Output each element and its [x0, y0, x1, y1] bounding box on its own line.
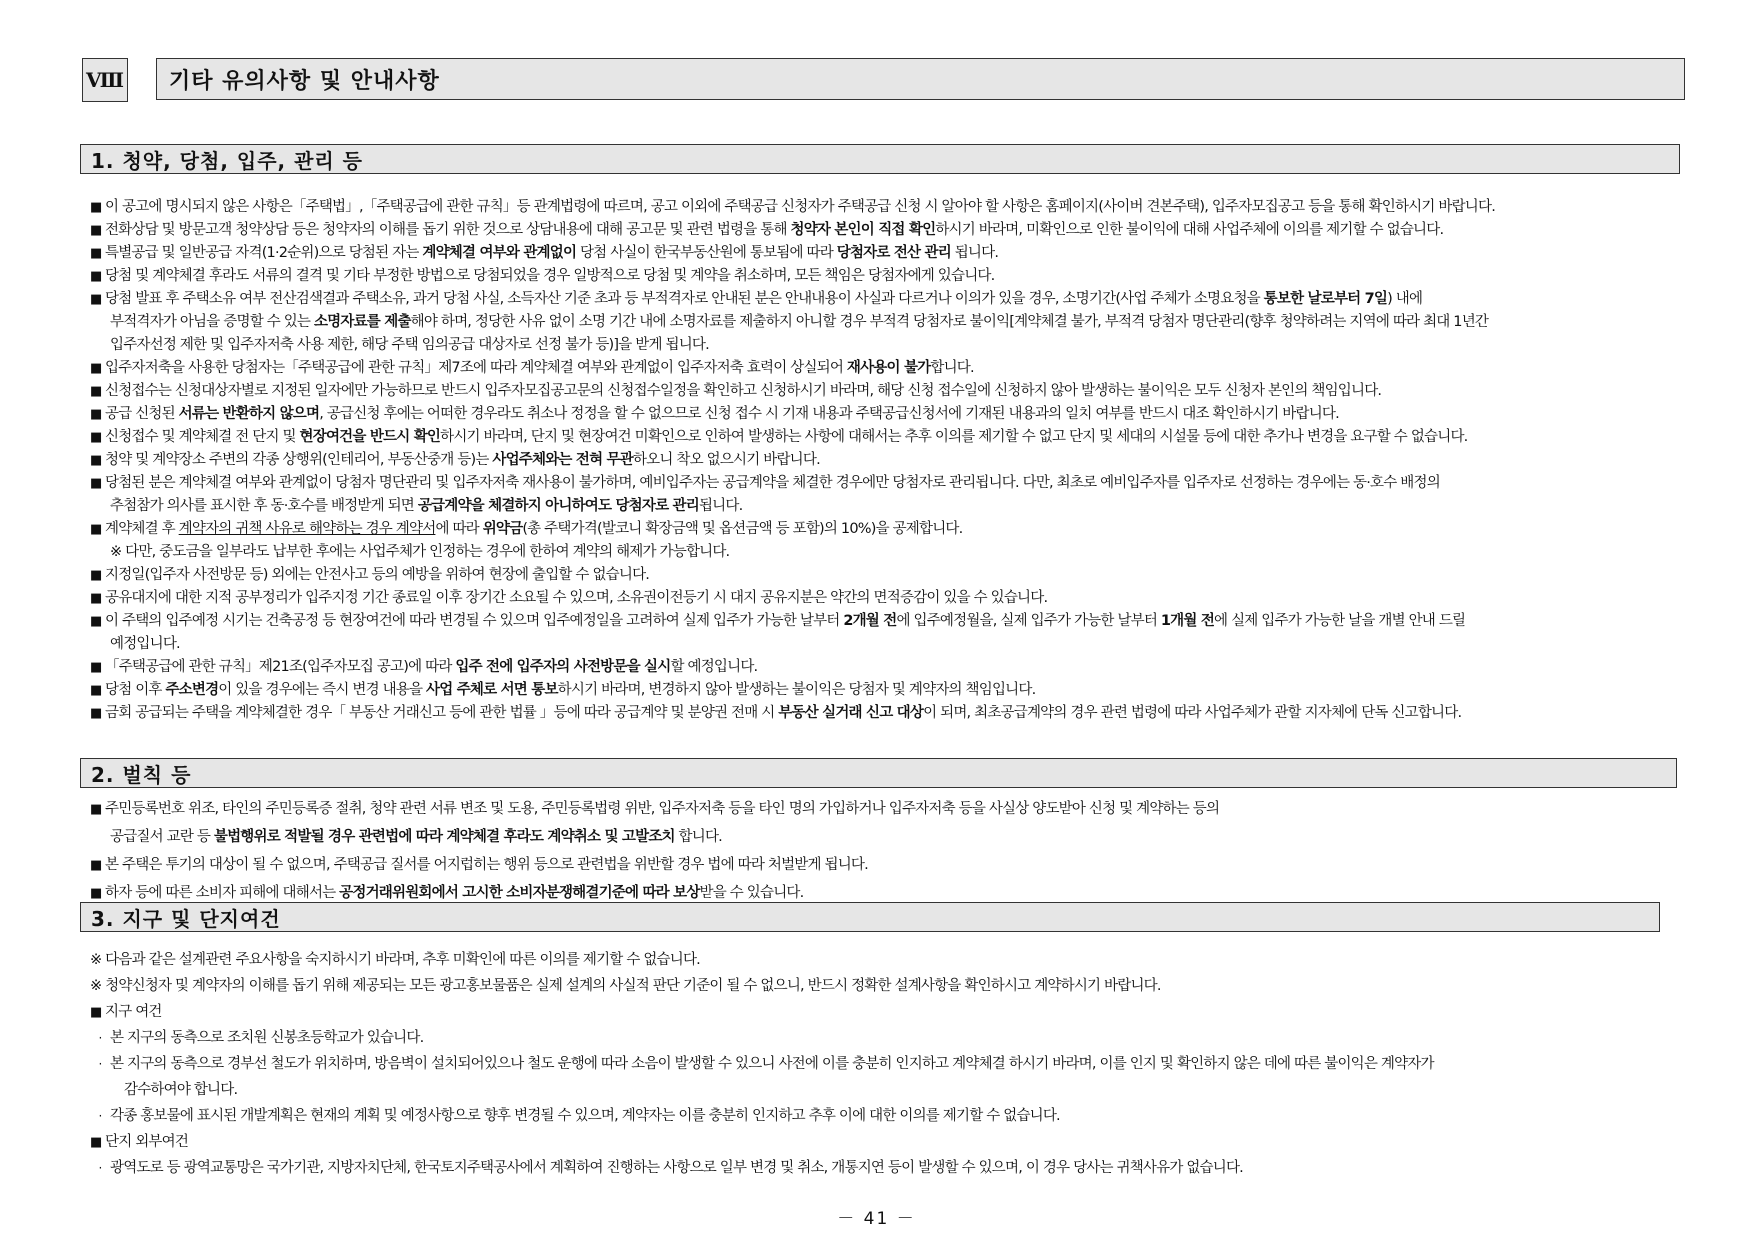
list-item-continued: 추첨참가 의사를 표시한 후 동·호수를 배정받게 되면 공급계약을 체결하지 아니하여도 당첨자로 관리됩니다.: [110, 498, 743, 514]
list-item: ■ 「주택공급에 관한 규칙」제21조(입주자모집 공고)에 따라 입주 전에 입주자의 사전방문을 실시할 예정입니다.: [90, 656, 1680, 679]
list-item: ■ 특별공급 및 일반공급 자격(1·2순위)으로 당첨된 자는 계약체결 여부와 관계없이 당첨 사실이 한국부동산원에 통보됨에 따라 당첨자로 전산 관리 됩니다.: [90, 242, 1680, 265]
square-bullet-icon: ■: [90, 568, 102, 583]
list-item: · 본 지구의 동측으로 조치원 신봉초등학교가 있습니다.: [90, 1025, 1680, 1051]
list-item: ■ 신청접수는 신청대상자별로 지정된 일자에만 가능하므로 반드시 입주자모집공고문의 신청접수일정을 확인하고 신청하시기 바라며, 해당 신청 접수일에 신청하지 않아 발생하는 불이익은 모두 신청자 본인의 책임입니다.: [90, 380, 1680, 403]
page-number: － 41 －: [837, 1209, 916, 1229]
list-item-continued: 부적격자가 아님을 증명할 수 있는 소명자료를 제출해야 하며, 정당한 사유 없이 소명 기간 내에 소명자료를 제출하지 아니할 경우 부적격 당첨자로 불이익[계약체결 불가, 부적격 당첨자 명단관리(향후 청약하려는 지역에 따라 최대 1년간: [110, 314, 1489, 330]
square-bullet-icon: ■: [90, 453, 102, 468]
note-line: ※ 다만, 중도금을 일부라도 납부한 후에는 사업주체가 인정하는 경우에 한하여 계약의 해제가 가능합니다.: [110, 544, 730, 560]
list-item: ■ 지정일(입주자 사전방문 등) 외에는 안전사고 등의 예방을 위하여 현장에 출입할 수 없습니다.: [90, 564, 1680, 587]
dot-bullet-icon: ·: [98, 1161, 102, 1175]
list-item: · 본 지구의 동측으로 경부선 철도가 위치하며, 방음벽이 설치되어있으나 철도 운행에 따라 소음이 발생할 수 있으니 사전에 이를 충분히 인지하고 계약체결 하시기 바라며, 이를 인지 및 확인하지 않은 데에 따른 불이익은 계약자가: [90, 1051, 1680, 1077]
dot-bullet-icon: ·: [98, 1057, 102, 1071]
square-bullet-icon: ■: [90, 1005, 102, 1020]
list-item: ■ 당첨 및 계약체결 후라도 서류의 결격 및 기타 부정한 방법으로 당첨되었을 경우 일방적으로 당첨 및 계약을 취소하며, 모든 책임은 당첨자에게 있습니다.: [90, 265, 1680, 288]
square-bullet-icon: ■: [90, 384, 102, 399]
list-item: ■ 금회 공급되는 주택을 계약체결한 경우「 부동산 거래신고 등에 관한 법률 」등에 따라 공급계약 및 분양권 전매 시 부동산 실거래 신고 대상이 되며, 최초공급계약의 경우 관련 법령에 따라 사업주체가 관할 지자체에 단독 신고합니다.: [90, 702, 1680, 725]
list-item: · 각종 홍보물에 표시된 개발계획은 현재의 계획 및 예정사항으로 향후 변경될 수 있으며, 계약자는 이를 충분히 인지하고 추후 이에 대한 이의를 제기할 수 없습니다.: [90, 1103, 1680, 1129]
square-bullet-icon: ■: [90, 886, 102, 901]
square-bullet-icon: ■: [90, 430, 102, 445]
square-bullet-icon: ■: [90, 361, 102, 376]
list-item: ■ 신청접수 및 계약체결 전 단지 및 현장여건을 반드시 확인하시기 바라며, 단지 및 현장여건 미확인으로 인하여 발생하는 사항에 대해서는 추후 이의를 제기할 수 없고 단지 및 세대의 시설물 등에 대한 추가나 변경을 요구할 수 없습니다.: [90, 426, 1680, 449]
square-bullet-icon: ■: [90, 200, 102, 215]
list-item: ■ 하자 등에 따른 소비자 피해에 대해서는 공정거래위원회에서 고시한 소비자분쟁해결기준에 따라 보상받을 수 있습니다.: [90, 881, 1680, 909]
list-item: ■ 당첨 발표 후 주택소유 여부 전산검색결과 주택소유, 과거 당첨 사실, 소득자산 기준 초과 등 부적격자로 안내된 분은 안내내용이 사실과 다르거나 이의가 있을 경우, 소명기간(사업 주체가 소명요청을 통보한 날로부터 7일) 내에: [90, 288, 1680, 311]
subheading: ■ 단지 외부여건: [90, 1129, 1680, 1155]
section-2-heading: 2. 벌칙 등: [80, 758, 1677, 788]
note-line: ※ 다음과 같은 설계관련 주요사항을 숙지하시기 바라며, 추후 미확인에 따른 이의를 제기할 수 없습니다.: [90, 952, 700, 968]
list-item: ■ 주민등록번호 위조, 타인의 주민등록증 절취, 청약 관련 서류 변조 및 도용, 주민등록법령 위반, 입주자저축 등을 타인 명의 가입하거나 입주자저축 등을 사실상 양도받아 신청 및 계약하는 등의: [90, 797, 1680, 825]
square-bullet-icon: ■: [90, 802, 102, 817]
section-1-body: [90, 196, 1680, 725]
section-2-body: [90, 797, 1680, 909]
list-item: ■ 이 공고에 명시되지 않은 사항은「주택법」,「주택공급에 관한 규칙」등 관계법령에 따르며, 공고 이외에 주택공급 신청자가 주택공급 신청 시 알아야 할 사항은 홈페이지(사이버 견본주택), 입주자모집공고 등을 통해 확인하시기 바랍니다.: [90, 196, 1680, 219]
list-item: · 광역도로 등 광역교통망은 국가기관, 지방자치단체, 한국토지주택공사에서 계획하여 진행하는 사항으로 일부 변경 및 취소, 개통지연 등이 발생할 수 있으며, 이 경우 당사는 귀책사유가 없습니다.: [90, 1155, 1680, 1181]
dot-bullet-icon: ·: [98, 1109, 102, 1123]
square-bullet-icon: ■: [90, 858, 102, 873]
square-bullet-icon: ■: [90, 660, 102, 675]
square-bullet-icon: ■: [90, 223, 102, 238]
list-item-continued: 입주자선정 제한 및 입주자저축 사용 제한, 해당 주택 임의공급 대상자로 선정 불가 등)]을 받게 됩니다.: [110, 337, 709, 353]
square-bullet-icon: ■: [90, 246, 102, 261]
section-1-heading: 1. 청약, 당첨, 입주, 관리 등: [80, 144, 1680, 174]
square-bullet-icon: ■: [90, 706, 102, 721]
list-item: ■ 당첨된 분은 계약체결 여부와 관계없이 당첨자 명단관리 및 입주자저축 재사용이 불가하며, 예비입주자는 공급계약을 체결한 경우에만 당첨자로 관리됩니다. 다만, 최초로 예비입주자를 입주자로 선정하는 경우에는 동·호수 배정의: [90, 472, 1680, 495]
list-item: ■ 계약체결 후 계약자의 귀책 사유로 해약하는 경우 계약서에 따라 위약금(총 주택가격(발코니 확장금액 및 옵션금액 등 포함)의 10%)을 공제합니다.: [90, 518, 1680, 541]
square-bullet-icon: ■: [90, 269, 102, 284]
square-bullet-icon: ■: [90, 522, 102, 537]
section-3-heading: 3. 지구 및 단지여건: [80, 902, 1660, 932]
dot-bullet-icon: ·: [98, 1031, 102, 1045]
list-item-continued: 감수하여야 합니다.: [124, 1082, 238, 1098]
square-bullet-icon: ■: [90, 476, 102, 491]
square-bullet-icon: ■: [90, 614, 102, 629]
list-item: ■ 청약 및 계약장소 주변의 각종 상행위(인테리어, 부동산중개 등)는 사업주체와는 전혀 무관하오니 착오 없으시기 바랍니다.: [90, 449, 1680, 472]
square-bullet-icon: ■: [90, 591, 102, 606]
list-item: ■ 입주자저축을 사용한 당첨자는「주택공급에 관한 규칙」제7조에 따라 계약체결 여부와 관계없이 입주자저축 효력이 상실되어 재사용이 불가합니다.: [90, 357, 1680, 380]
list-item: ■ 본 주택은 투기의 대상이 될 수 없으며, 주택공급 질서를 어지럽히는 행위 등으로 관련법을 위반할 경우 법에 따라 처벌받게 됩니다.: [90, 853, 1680, 881]
chapter-title: 기타 유의사항 및 안내사항: [156, 58, 1685, 100]
note-line: ※ 청약신청자 및 계약자의 이해를 돕기 위해 제공되는 모든 광고홍보물품은 실제 설계의 사실적 판단 기준이 될 수 없으니, 반드시 정확한 설계사항을 확인하시고 계약하시기 바랍니다.: [90, 978, 1161, 994]
list-item: ■ 전화상담 및 방문고객 청약상담 등은 청약자의 이해를 돕기 위한 것으로 상담내용에 대해 공고문 및 관련 법령을 통해 청약자 본인이 직접 확인하시기 바라며, 미확인으로 인한 불이익에 대해 사업주체에 이의를 제기할 수 없습니다.: [90, 219, 1680, 242]
section-3-body: [90, 947, 1680, 1181]
square-bullet-icon: ■: [90, 1135, 102, 1150]
list-item: ■ 이 주택의 입주예정 시기는 건축공정 등 현장여건에 따라 변경될 수 있으며 입주예정일을 고려하여 실제 입주가 가능한 날부터 2개월 전에 입주예정월을, 실제 입주가 가능한 날부터 1개월 전에 실제 입주가 가능한 날을 개별 안내 드릴: [90, 610, 1680, 633]
square-bullet-icon: ■: [90, 292, 102, 307]
list-item: ■ 공유대지에 대한 지적 공부정리가 입주지정 기간 종료일 이후 장기간 소요될 수 있으며, 소유권이전등기 시 대지 공유지분은 약간의 면적증감이 있을 수 있습니다.: [90, 587, 1680, 610]
list-item-continued: 공급질서 교란 등 불법행위로 적발될 경우 관련법에 따라 계약체결 후라도 계약취소 및 고발조치 합니다.: [110, 829, 722, 845]
list-item: ■ 당첨 이후 주소변경이 있을 경우에는 즉시 변경 내용을 사업 주체로 서면 통보하시기 바라며, 변경하지 않아 발생하는 불이익은 당첨자 및 계약자의 책임입니다.: [90, 679, 1680, 702]
chapter-number: Ⅷ: [82, 58, 128, 102]
list-item-continued: 예정입니다.: [110, 636, 180, 652]
list-item: ■ 공급 신청된 서류는 반환하지 않으며, 공급신청 후에는 어떠한 경우라도 취소나 정정을 할 수 없으므로 신청 접수 시 기재 내용과 주택공급신청서에 기재된 내용과의 일치 여부를 반드시 대조 확인하시기 바랍니다.: [90, 403, 1680, 426]
subheading: ■ 지구 여건: [90, 999, 1680, 1025]
square-bullet-icon: ■: [90, 683, 102, 698]
chapter-header: [82, 58, 1687, 102]
square-bullet-icon: ■: [90, 407, 102, 422]
